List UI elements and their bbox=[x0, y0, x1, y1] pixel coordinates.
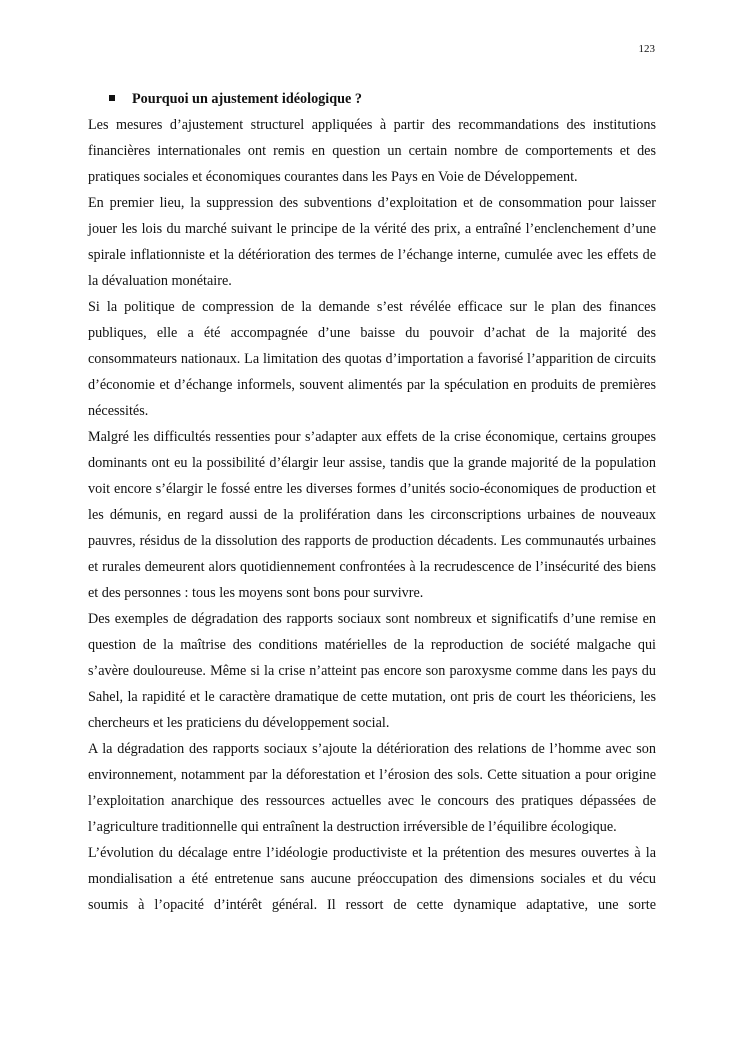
section-heading bbox=[88, 86, 656, 112]
paragraph-5: Des exemples de dégradation des rapports sociaux sont nombreux et significatifs d’une remise en question de la maîtrise des conditions matérielles de la reproduction de société malgache qui s’avère douloureuse. Même si la crise n’atteint pas encore son paroxysme comme dans les pays du Sahel, la rapidité et le caractère dramatique de cette mutation, ont pris de court les théoriciens, les chercheurs et les praticiens du développement social. bbox=[88, 611, 656, 731]
page-number: 123 bbox=[638, 43, 655, 55]
paragraph-2: En premier lieu, la suppression des subventions d’exploitation et de consommation pour laisser jouer les lois du marché suivant le principe de la vérité des prix, a entraîné l’enclenchement d’une spirale inflationniste et la détérioration des termes de l’échange interne, cumulée avec les effets de la dévaluation monétaire. bbox=[88, 195, 656, 289]
paragraph-4: Malgré les difficultés ressenties pour s’adapter aux effets de la crise économique, certains groupes dominants ont eu la possibilité d’élargir leur assise, tandis que la grande majorité de la population voit encore s’élargir le fossé entre les diverses formes d’unités socio-économiques de production et les démunis, en regard aussi de la prolifération dans les circonscriptions urbaines de nouveaux pauvres, résidus de la dissolution des rapports de production décadents. Les communautés urbaines et rurales demeurent alors quotidiennement confrontées à la recrudescence de l’insécurité des biens et des personnes : tous les moyens sont bons pour survivre. bbox=[88, 429, 656, 601]
paragraph-1: Les mesures d’ajustement structurel appliquées à partir des recommandations des institutions financières internationales ont remis en question un certain nombre de comportements et des pratiques sociales et économiques courantes dans les Pays en Voie de Développement. bbox=[88, 117, 656, 185]
square-bullet-icon bbox=[109, 95, 115, 101]
paragraph-6: A la dégradation des rapports sociaux s’ajoute la détérioration des relations de l’homme avec son environnement, notamment par la déforestation et l’érosion des sols. Cette situation a pour origine l’exploitation anarchique des ressources actuelles avec le concours des pratiques dépassées de l’agriculture traditionnelle qui entraînent la destruction irréversible de l’équilibre écologique. bbox=[88, 741, 656, 835]
page-content bbox=[88, 86, 656, 918]
section-heading-text: Pourquoi un ajustement idéologique ? bbox=[132, 91, 362, 107]
paragraph-3: Si la politique de compression de la demande s’est révélée efficace sur le plan des finances publiques, elle a été accompagnée d’une baisse du pouvoir d’achat de la majorité des consommateurs nationaux. La limitation des quotas d’importation a favorisé l’apparition de circuits d’économie et d’échange informels, souvent alimentés par la spéculation en produits de premières nécessités. bbox=[88, 299, 656, 419]
paragraph-7: L’évolution du décalage entre l’idéologie productiviste et la prétention des mesures ouvertes à la mondialisation a été entretenue sans aucune préoccupation des dimensions sociales et du vécu soumis à l’opacité d’intérêt général. Il ressort de cette dynamique adaptative, une sorte bbox=[88, 845, 656, 913]
